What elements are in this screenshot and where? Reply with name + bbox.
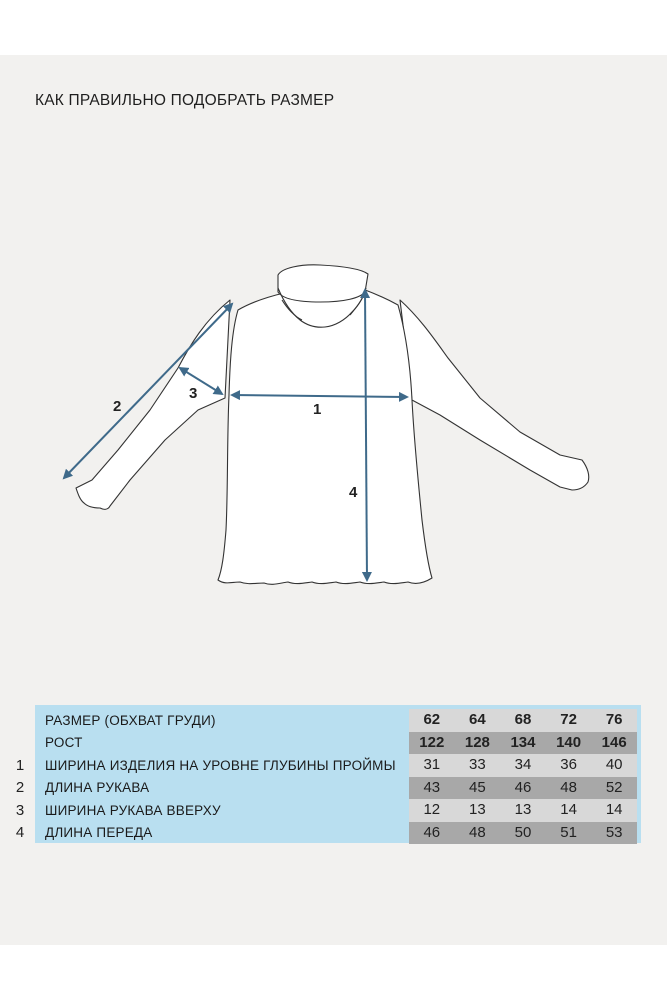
row-values [409, 799, 637, 822]
table-cell: 34 [514, 756, 532, 773]
table-cell: 12 [423, 801, 441, 818]
table-cell: 46 [423, 823, 441, 841]
row-label: ДЛИНА ПЕРЕДА [45, 825, 153, 841]
table-cell: 51 [560, 823, 577, 841]
table-cell: 14 [560, 801, 577, 818]
label-2: 2 [113, 398, 122, 415]
row-label: ШИРИНА РУКАВА ВВЕРХУ [45, 802, 221, 818]
table-row [35, 709, 641, 732]
table-cell: 43 [423, 778, 441, 796]
table-cell: 128 [464, 733, 490, 751]
label-1: 1 [313, 401, 322, 418]
table-cell: 53 [605, 823, 623, 841]
row-values [409, 732, 637, 755]
row-number: 1 [15, 756, 25, 774]
table-cell: 48 [469, 823, 486, 841]
row-label: РОСТ [45, 735, 83, 751]
sweater-outline [76, 265, 589, 584]
row-values [409, 777, 637, 800]
table-cell: 13 [514, 801, 532, 818]
table-row [15, 799, 641, 822]
table-cell: 68 [514, 711, 532, 728]
row-values [409, 822, 637, 845]
label-4: 4 [349, 484, 358, 501]
table-cell: 52 [605, 778, 623, 796]
table-row [35, 732, 641, 755]
table-cell: 146 [601, 733, 627, 751]
row-number: 3 [15, 801, 25, 819]
label-3: 3 [189, 385, 198, 402]
table-cell: 45 [469, 778, 486, 796]
row-number: 4 [15, 824, 25, 842]
page-title: КАК ПРАВИЛЬНО ПОДОБРАТЬ РАЗМЕР [35, 92, 335, 109]
table-cell: 14 [605, 801, 623, 818]
table-cell: 36 [560, 756, 577, 773]
table-cell: 134 [510, 733, 536, 751]
table-row [15, 822, 641, 845]
row-label: ДЛИНА РУКАВА [45, 780, 150, 796]
table-cell: 72 [560, 711, 577, 728]
table-cell: 50 [514, 823, 532, 841]
row-values [409, 754, 637, 777]
table-cell: 31 [423, 756, 441, 773]
table-row [15, 754, 641, 777]
table-cell: 48 [560, 778, 577, 796]
row-label: РАЗМЕР (ОБХВАТ ГРУДИ) [45, 712, 216, 728]
table-row [15, 777, 641, 800]
table-cell: 140 [556, 733, 582, 751]
table-cell: 122 [419, 733, 445, 751]
size-table [15, 705, 641, 843]
table-cell: 64 [469, 711, 486, 728]
table-cell: 76 [605, 711, 623, 728]
table-cell: 33 [469, 756, 486, 773]
row-values [409, 709, 637, 732]
table-cell: 13 [469, 801, 486, 818]
row-label: ШИРИНА ИЗДЕЛИЯ НА УРОВНЕ ГЛУБИНЫ ПРОЙМЫ [45, 757, 396, 773]
table-cell: 40 [605, 756, 623, 773]
row-number: 2 [15, 779, 25, 797]
table-cell: 62 [423, 711, 441, 728]
table-cell: 46 [514, 778, 532, 796]
